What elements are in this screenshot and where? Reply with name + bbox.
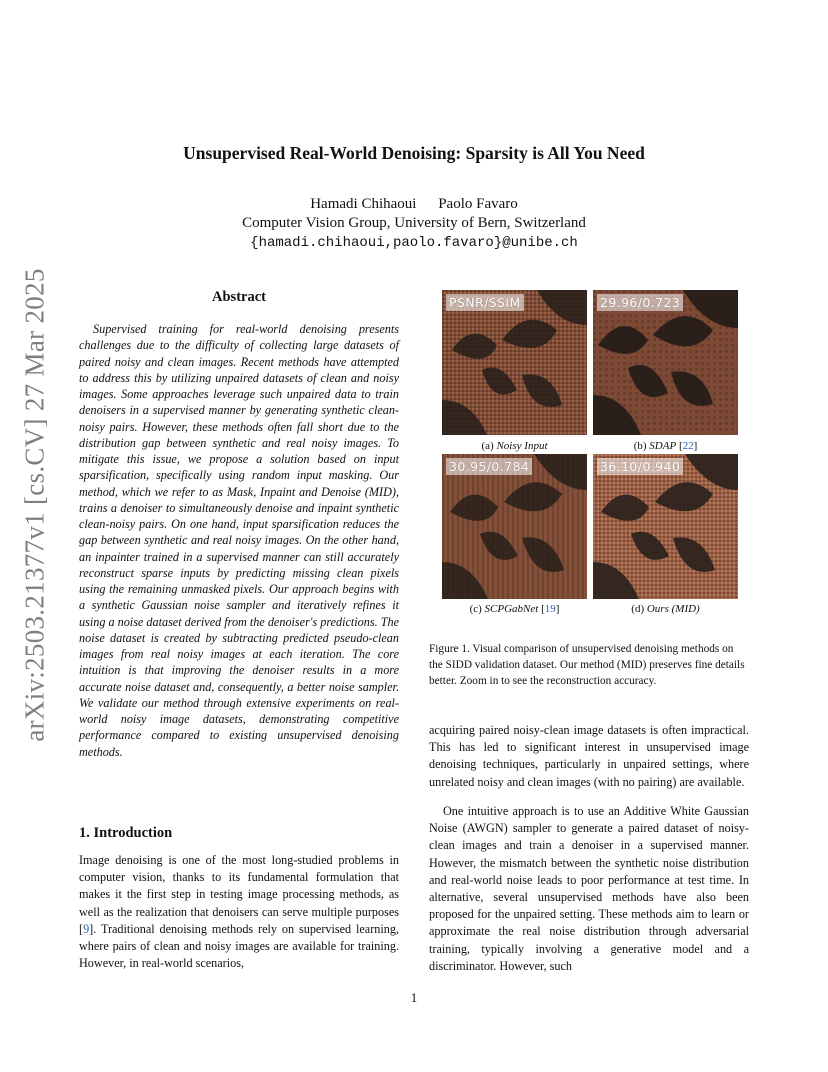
abstract-heading: Abstract	[212, 289, 266, 305]
fabric-image	[593, 290, 738, 435]
subcaption-name: SCPGabNet	[484, 603, 539, 615]
figure-panel-ours	[593, 454, 738, 599]
metric-overlay: 36.10/0.940	[597, 458, 683, 475]
subcaption-label: (d)	[631, 603, 645, 615]
citation-link[interactable]: 9	[83, 921, 90, 936]
email-text: {hamadi.chihaoui,paolo.favaro}@unibe.ch	[250, 235, 578, 251]
figure-panel-noisy-input	[442, 290, 587, 435]
metric-overlay: 30.95/0.784	[446, 458, 532, 475]
subcaption-name: Ours (MID)	[646, 603, 700, 615]
figure-caption: Figure 1. Visual comparison of unsupervised denoising methods on the SIDD validation dataset. Our method (MID) preserves fine details better. Zoom in to see the reconstruction accuracy.	[429, 643, 745, 687]
intro-paragraph-1-continued: acquiring paired noisy-clean image datasets is often impractical. This has led to significant interest in unsupervised image denoising techniques, particularly in unpaired settings, where unrelated noisy and clean images (with no pairing) are available.	[429, 723, 749, 789]
metric-overlay: PSNR/SSIM	[446, 294, 524, 311]
citation-link[interactable]: 19	[544, 603, 556, 615]
intro-heading: 1. Introduction	[79, 825, 173, 841]
subcaption-a	[442, 440, 587, 452]
subcaption-label: (a)	[481, 440, 494, 452]
fabric-image	[442, 454, 587, 599]
author-2: Paolo Favaro	[438, 196, 518, 212]
author-1: Hamadi Chihaoui	[310, 196, 417, 212]
subcaption-d	[593, 603, 738, 615]
subcaption-b: (b) SDAP [22]	[633, 440, 698, 452]
intro-paragraph-2: One intuitive approach is to use an Additive White Gaussian Noise (AWGN) sampler to generate a paired dataset of noisy-clean images and train a denoiser in a supervised manner. However, the mismatch between the synthetic noise distribution and real-world noise leads to poor performance at test time. In alternative, several unsupervised methods have also been proposed for the unpaired setting. These methods aim to learn or approximate the real noise distribution through adversarial training, typically involving a generative model and a discriminator. However, such	[429, 804, 749, 973]
abstract-text: Supervised training for real-world denoising presents challenges due to the difficulty of collecting large datasets of paired noisy and clean images. Recent methods have attempted to address this by utilizing unpaired datasets of clean and noisy images. Some approaches leverage such unpaired data to train denoisers in a supervised manner by generating synthetic clean-noisy pairs. However, these methods often fall short due to the distribution gap between synthetic and real noisy images. To mitigate this issue, we propose a solution based on input sparsification, specifically using random input masking. Our method, which we refer to as Mask, Inpaint and Denoise (MID), trains a denoiser to simultaneously denoise and inpaint synthetic clean-noisy pairs. On one hand, input sparsification reduces the gap between synthetic and real noisy images. On the other hand, an inpainter trained in a supervised manner can still accurately reconstruct sparse inputs by predicting missing clean pixels using the remaining unmasked pixels. Our approach begins with a synthetic Gaussian noise sampler and iteratively refines it using a noise dataset derived from the denoiser's predictions. The noise dataset is created by subtracting predicted pseudo-clean images from real noisy images at each iteration. The core intuition is that improving the denoiser results in a more accurate noise dataset and, consequently, a better noise sampler. We validate our method through extensive experiments on real-world noisy image datasets, demonstrating competitive performance compared to existing unsupervised denoising methods.	[79, 322, 399, 759]
author-list	[0, 196, 828, 213]
metric-overlay: 29.96/0.723	[597, 294, 683, 311]
figure-panel-scpgabnet	[442, 454, 587, 599]
paper-title: Unsupervised Real-World Denoising: Sparsity is All You Need	[183, 143, 645, 163]
page-number: 1	[410, 990, 418, 1005]
affiliation: Computer Vision Group, University of Bern, Switzerland	[242, 215, 586, 231]
author-emails	[0, 234, 828, 251]
fabric-image	[593, 454, 738, 599]
subcaption-name: Noisy Input	[496, 440, 548, 452]
intro-paragraph-1	[79, 852, 399, 972]
figure-panel-sdap	[593, 290, 738, 435]
subcaption-name: SDAP	[649, 440, 677, 452]
citation-link[interactable]: 22	[682, 440, 694, 452]
fabric-image	[442, 290, 587, 435]
arxiv-stamp	[18, 268, 52, 742]
subcaption-label: (c)	[469, 603, 482, 615]
intro-text-a: Image denoising is one of the most long-studied problems in computer vision, thanks to its fundamental formulation that makes it the first step in testing image processing methods, as well as the realization that denoisers can serve multiple purposes [	[79, 853, 399, 936]
subcaption-label: (b)	[633, 440, 647, 452]
arxiv-stamp-text: arXiv:2503.21377v1 [cs.CV] 27 Mar 2025	[19, 268, 50, 742]
intro-text-b: ]. Traditional denoising methods rely on supervised learning, where pairs of clean and noisy images are available for training. However, in real-world scenarios,	[79, 921, 399, 971]
subcaption-c: (c) SCPGabNet [19]	[469, 603, 560, 615]
